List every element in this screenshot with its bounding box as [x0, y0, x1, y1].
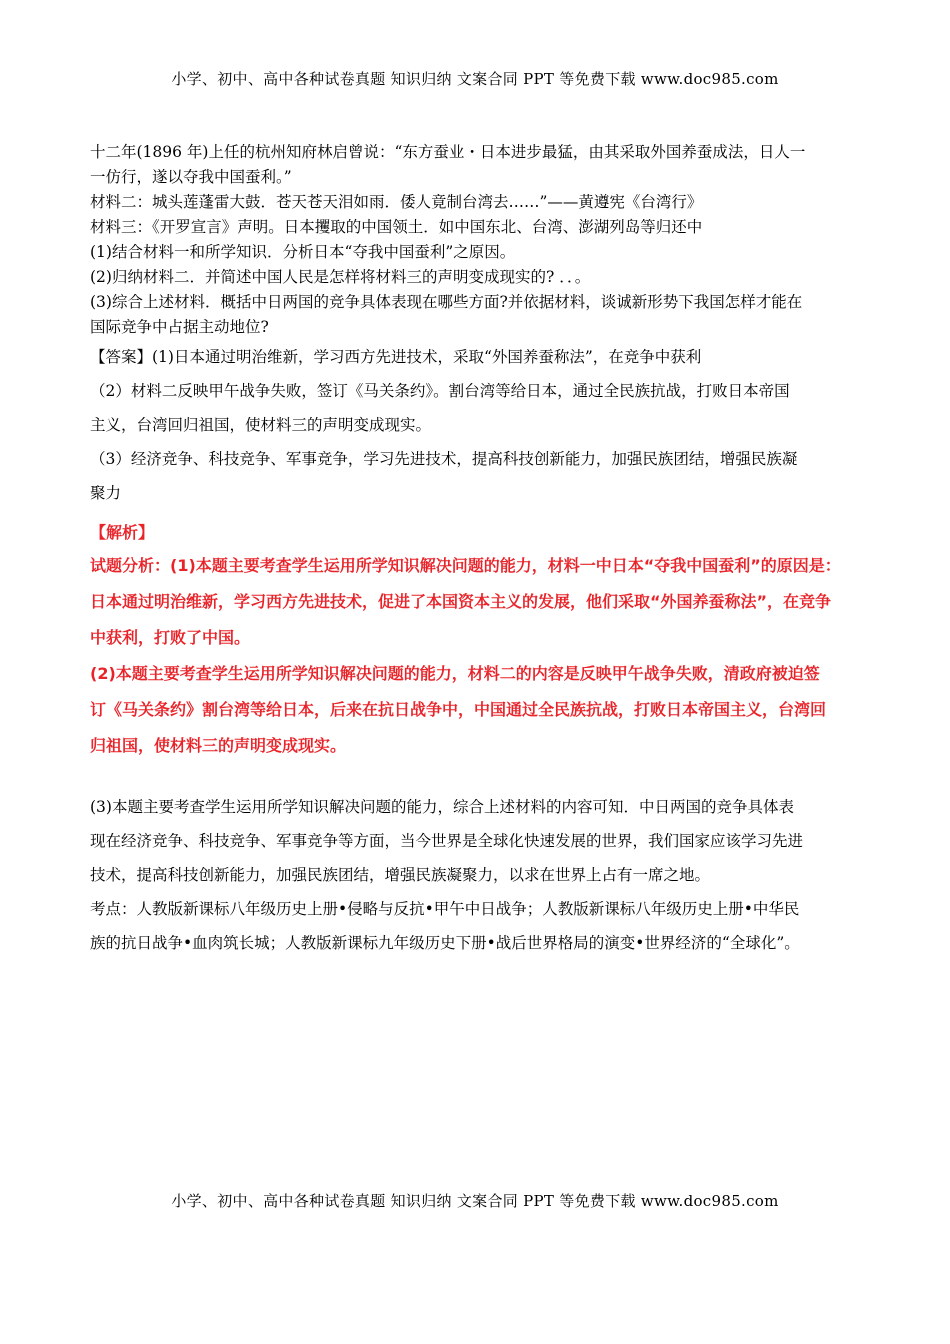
- material-two: 材料二：城头莲蓬雷大鼓．苍天苍天泪如雨．倭人竟制台湾去……”——黄遵宪《台湾行》: [90, 193, 703, 211]
- analysis-heading: 【解析】: [90, 523, 155, 542]
- analysis-line: 现在经济竞争、科技竞争、军事竞争等方面，当今世界是全球化快速发展的世界，我们国家应该学习先进: [90, 832, 804, 850]
- analysis-red-line: 试题分析：(1)本题主要考查学生运用所学知识解决问题的能力，材料一中日本“夺我中国蚕利”的原因是：: [90, 556, 841, 575]
- kaodian-line: 族的抗日战争•血肉筑长城；人教版新课标九年级历史下册•战后世界格局的演变•世界经济的“全球化”。: [90, 934, 800, 952]
- answer-line-2: （2）材料二反映甲午战争失败，签订《马关条约》。割台湾等给日本，通过全民族抗战，打败日本帝国: [90, 382, 790, 400]
- analysis-line: 技术，提高科技创新能力，加强民族团结，增强民族凝聚力，以求在世界上占有一席之地。: [90, 866, 711, 884]
- answer-line-1: 【答案】(1)日本通过明治维新，学习西方先进技术，采取“外国养蚕称法”，在竞争中获利: [90, 348, 702, 366]
- question-1: (1)结合材料一和所学知识．分析日本“夺我中国蚕利”之原因。: [90, 243, 516, 261]
- question-3: (3)综合上述材料．概括中日两国的竞争具体表现在哪些方面?并依据材料，谈诚新形势下我国怎样才能在: [90, 293, 803, 311]
- page-header: 小学、初中、高中各种试卷真题 知识归纳 文案合同 PPT 等免费下载 www.doc985.com: [171, 70, 779, 88]
- page-footer: 小学、初中、高中各种试卷真题 知识归纳 文案合同 PPT 等免费下载 www.doc985.com: [171, 1192, 779, 1210]
- question-line: 十二年(1896 年)上任的杭州知府林启曾说：“东方蚕业・日本进步最猛，由其采取外国养蚕成法，日人一: [90, 143, 806, 161]
- question-section: [90, 140, 880, 340]
- analysis-red-line: 归祖国，使材料三的声明变成现实。: [90, 736, 347, 755]
- material-three: 材料三：《开罗宣言》声明。日本攫取的中国领土．如中国东北、台湾、澎湖列岛等归还中: [90, 218, 703, 236]
- analysis-red-line: 日本通过明治维新，学习西方先进技术，促进了本国资本主义的发展，他们采取“外国养蚕称法”，在竞争: [90, 592, 832, 611]
- analysis-red-line: 中获利，打败了中国。: [90, 628, 251, 647]
- analysis-red-line: (2)本题主要考查学生运用所学知识解决问题的能力，材料二的内容是反映甲午战争失败，清政府被迫签: [90, 664, 820, 683]
- analysis-section: [90, 518, 880, 960]
- answer-line-4: （3）经济竞争、科技竞争、军事竞争，学习先进技术，提高科技创新能力，加强民族团结，增强民族凝: [90, 450, 798, 468]
- question-line: 一仿行，遂以夺我中国蚕利。”: [90, 168, 292, 186]
- question-2: (2)归纳材料二．并简述中国人民是怎样将材料三的声明变成现实的? ．．。: [90, 268, 591, 286]
- document-body: [90, 140, 880, 960]
- analysis-line: (3)本题主要考查学生运用所学知识解决问题的能力，综合上述材料的内容可知．中日两国的竞争具体表: [90, 798, 794, 816]
- answer-section: [90, 340, 880, 510]
- analysis-red-line: 订《马关条约》割台湾等给日本，后来在抗日战争中，中国通过全民族抗战，打败日本帝国主义，台湾回: [90, 700, 827, 719]
- question-3-cont: 国际竞争中占据主动地位?: [90, 318, 269, 336]
- answer-line-3: 主义，台湾回归祖国，使材料三的声明变成现实。: [90, 416, 432, 434]
- answer-line-5: 聚力: [90, 484, 122, 502]
- kaodian-line: 考点：人教版新课标八年级历史上册•侵略与反抗•甲午中日战争；人教版新课标八年级历史上册•中华民: [90, 900, 800, 918]
